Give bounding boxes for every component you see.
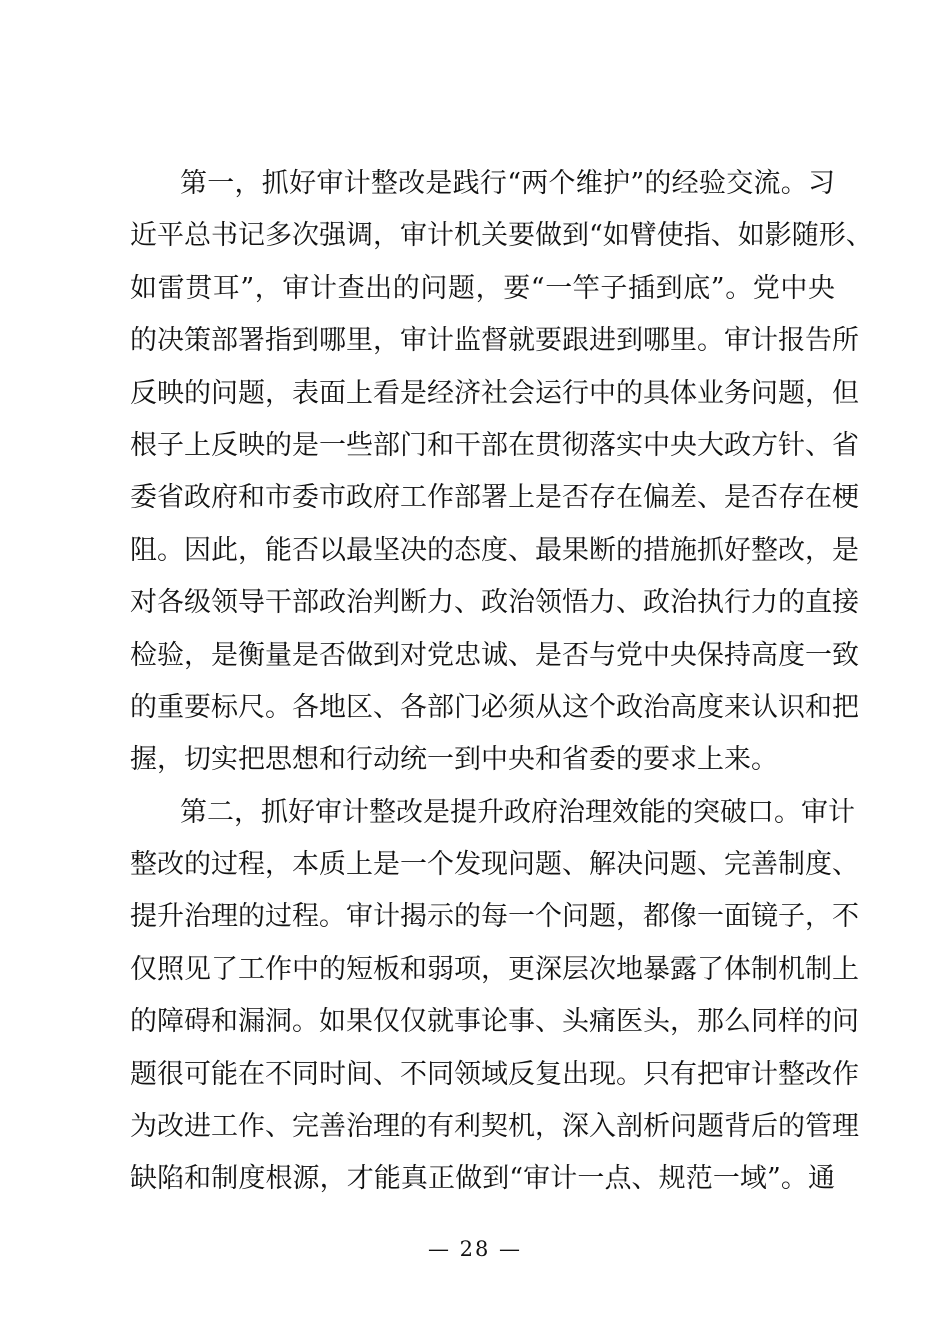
- paragraph-1-line-11: 的重要标尺。各地区、各部门必须从这个政治高度来认识和把: [130, 691, 859, 723]
- paragraph-2-line-8: 缺陷和制度根源，才能真正做到“审计一点、规范一域”。通: [130, 1163, 835, 1195]
- paragraph-1-line-10: 检验，是衡量是否做到对党忠诚、是否与党中央保持高度一致: [130, 639, 859, 671]
- paragraph-2-line-5: 的障碍和漏洞。如果仅仅就事论事、头痛医头，那么同样的问: [130, 1006, 859, 1038]
- paragraph-1-line-8: 阻。因此，能否以最坚决的态度、最果断的措施抓好整改，是: [130, 534, 859, 566]
- paragraph-1-line-1: 第一，抓好审计整改是践行“两个维护”的经验交流。习: [180, 168, 835, 199]
- paragraph-2-line-6: 题很可能在不同时间、不同领域反复出现。只有把审计整改作: [130, 1058, 859, 1090]
- paragraph-2-line-7: 为改进工作、完善治理的有利契机，深入剖析问题背后的管理: [130, 1111, 859, 1143]
- paragraph-2-line-1: 第二，抓好审计整改是提升政府治理效能的突破口。审计: [180, 796, 855, 828]
- paragraph-1-line-2: 近平总书记多次强调，审计机关要做到“如臂使指、如影随形、: [130, 220, 873, 252]
- paragraph-2-line-2: 整改的过程，本质上是一个发现问题、解决问题、完善制度、: [130, 849, 859, 881]
- body-text: [130, 158, 873, 1206]
- paragraph-1-line-6: 根子上反映的是一些部门和干部在贯彻落实中央大政方针、省: [130, 429, 859, 461]
- paragraph-1-line-4: 的决策部署指到哪里，审计监督就要跟进到哪里。审计报告所: [130, 325, 859, 357]
- paragraph-2-line-4: 仅照见了工作中的短板和弱项，更深层次地暴露了体制机制上: [130, 953, 859, 985]
- paragraph-1-line-5: 反映的问题，表面上看是经济社会运行中的具体业务问题，但: [130, 377, 859, 409]
- paragraph-1-line-12: 握，切实把思想和行动统一到中央和省委的要求上来。: [130, 744, 778, 776]
- page-number: — 28 —: [427, 1237, 523, 1261]
- paragraph-1-line-3: 如雷贯耳”，审计查出的问题，要“一竿子插到底”。党中央: [130, 272, 835, 304]
- paragraph-1-line-7: 委省政府和市委市政府工作部署上是否存在偏差、是否存在梗: [130, 482, 859, 514]
- paragraph-1-line-9: 对各级领导干部政治判断力、政治领悟力、政治执行力的直接: [130, 587, 859, 619]
- paragraph-2-line-3: 提升治理的过程。审计揭示的每一个问题，都像一面镜子，不: [130, 901, 859, 933]
